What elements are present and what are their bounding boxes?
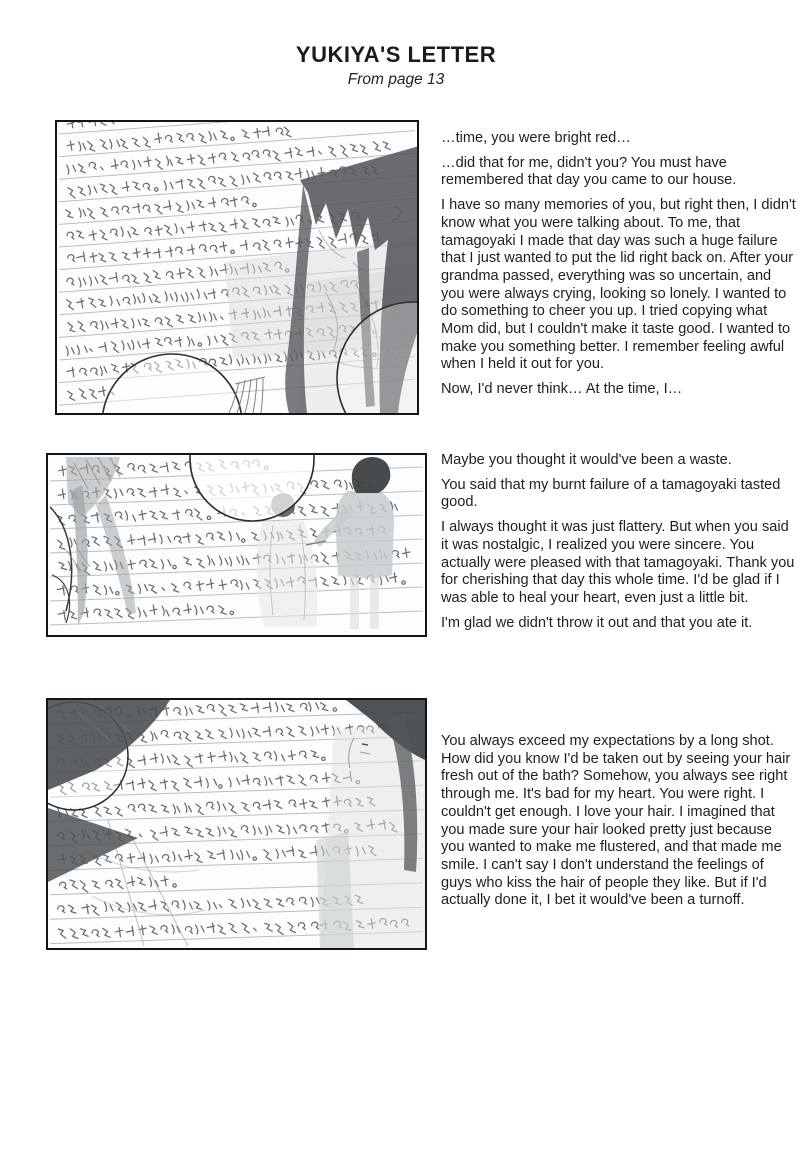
manga-panel-3 <box>46 698 427 950</box>
manga-panel-2 <box>46 453 427 637</box>
girl-artwork <box>316 700 425 948</box>
translation-paragraph: Now, I'd never think… At the time, I… <box>441 381 683 398</box>
letter-artwork-1 <box>57 122 417 413</box>
letter-artwork-3 <box>48 700 425 948</box>
translation-paragraph: You said that my burnt failure of a tamagoyaki tasted good. <box>441 476 781 511</box>
translation-block-1 <box>441 130 797 406</box>
translation-paragraph: Maybe you thought it would've been a waste. <box>441 452 732 468</box>
translation-paragraph: I always thought it was just flattery. But when you said it was nostalgic, I realized you were sincere. You actually were pleased with that tamagoyaki. Thank you for cherishing that day this whole time. I'd be glad if I was able to heal your heart, even just a little bit. <box>441 519 795 606</box>
translation-block-2 <box>441 452 797 639</box>
translation-paragraph: …did that for me, didn't you? You must have remembered that day you came to our house. <box>441 154 737 189</box>
translation-paragraph: You always exceed my expectations by a long shot. How did you know I'd be taken out by seeing your hair fresh out of the bath? Somehow, you always see right through me. It's bad for my heart. You were right. I couldn't get enough. I love your hair. I imagined that you made sure your hair looked pretty just because you wanted to make me flustered, and that made me smile. I can't say I don't understand the feelings of guys who kiss the hair of people they like. But if I'd actually done it, I bet it would've been a turnoff. <box>441 733 791 909</box>
translation-paragraph: I have so many memories of you, but right then, I didn't know what you were talking about. To me, that tamagoyaki I made that day was such a huge failure that I just wanted to put the lid right back on. After your grandma passed, everything was so uncertain, and you were always crying, looking so lonely. I wanted to do something to cheer you up. I tried copying what Mom did, but I couldn't make it taste good. I wanted to make you something better. I remember feeling awful when I held it out for you. <box>441 197 796 373</box>
page-subtitle: From page 13 <box>347 71 445 88</box>
translation-block-3 <box>441 733 797 917</box>
manga-panel-1 <box>55 120 419 415</box>
translation-paragraph: …time, you were bright red… <box>441 130 631 146</box>
speech-bubble-arc <box>190 455 314 521</box>
translation-paragraph: I'm glad we didn't throw it out and that you ate it. <box>441 614 753 631</box>
page-title: YUKIYA'S LETTER <box>295 42 497 67</box>
title-block <box>0 42 792 89</box>
letter-artwork-2 <box>48 455 425 635</box>
